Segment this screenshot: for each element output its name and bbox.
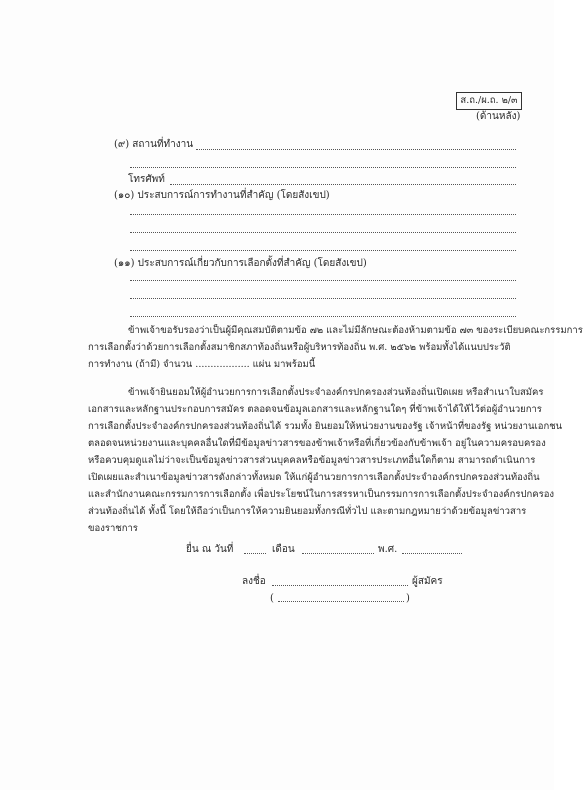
month-line[interactable] [302,553,374,554]
certification-line: การทำงาน (ถ้ามี) จำนวน .................. แผ่น มาพร้อมนี้ [88,359,316,370]
consent-line: เปิดเผยและสำเนาข้อมูลข่าวสารดังกล่าวทั้งหมด ให้แก่ผู้อำนวยการการเลือกตั้งประจำองค์กรปกครองส่วนท้องถิ่น [88,472,540,483]
certification-line: การเลือกตั้งว่าด้วยการเลือกตั้งสมาชิกสภาท้องถิ่นหรือผู้บริหารท้องถิ่น พ.ศ. ๒๕๖๒ พร้อมทั้งได้แนบประวัติ [88,342,511,353]
consent-line: หรือควบคุมดูแลไม่ว่าจะเป็นข้อมูลข่าวสารส่วนบุคคลหรือข้อมูลข่าวสารประเภทอื่นใดก็ตาม สามารถดำเนินการ [88,455,536,466]
printed-name-line[interactable] [278,601,404,602]
work-experience-label: (๑๐) ประสบการณ์การทำงานที่สำคัญ (โดยสังเขป) [114,190,330,201]
work-experience-line-2[interactable] [130,232,516,233]
signature-label: ลงชื่อ [242,576,266,587]
election-experience-line-1[interactable] [130,280,516,281]
consent-line: ของราชการ [88,523,138,534]
consent-line: ข้าพเจ้ายินยอมให้ผู้อำนวยการการเลือกตั้งประจำองค์กรปกครองส่วนท้องถิ่นเปิดเผย หรือสำเนาใบสมัคร [128,387,544,398]
submitted-date-label: ยื่น ณ วันที่ [186,544,234,555]
work-experience-line-1[interactable] [130,214,516,215]
consent-line: ตลอดจนหน่วยงานและบุคคลอื่นใดที่มีข้อมูลข่าวสารของข้าพเจ้าหรือที่เกี่ยวข้องกับข้าพเจ้า อยู่ในความครอบครอง [88,438,546,449]
signature-line[interactable] [272,585,408,586]
consent-line: การเลือกตั้งประจำองค์กรปกครองส่วนท้องถิ่นได้ รวมทั้ง ยินยอมให้หน่วยงานของรัฐ เจ้าหน้าที่ของรัฐ หน่วยงานเอกชน [88,421,563,432]
consent-paragraph [88,384,563,537]
work-experience-line-3[interactable] [130,250,516,251]
phone-label: โทรศัพท์ [128,174,165,185]
election-experience-label: (๑๑) ประสบการณ์เกี่ยวกับการเลือกตั้งที่สำคัญ (โดยสังเขป) [114,258,367,269]
workplace-line-1[interactable] [196,149,516,150]
certification-paragraph [88,322,583,373]
election-experience-line-2[interactable] [130,298,516,299]
consent-line: และสำนักงานคณะกรรมการการเลือกตั้ง เพื่อประโยชน์ในการสรรหาเป็นกรรมการการเลือกตั้งประจำองค์กรปกครอง [88,489,555,500]
year-label: พ.ศ. [378,544,398,555]
consent-line: ส่วนท้องถิ่นได้ ทั้งนี้ โดยให้ถือว่าเป็นการให้ความยินยอมทั้งกรณีทั่วไป และตามกฎหมายว่าด้วยข้อมูลข่าวสาร [88,506,527,517]
name-open-paren: ( [270,593,274,604]
workplace-label: (๙) สถานที่ทำงาน [114,139,194,150]
workplace-line-2[interactable] [130,167,516,168]
election-experience-line-3[interactable] [130,316,516,317]
certification-line: ข้าพเจ้าขอรับรองว่าเป็นผู้มีคุณสมบัติตามข้อ ๗๒ และไม่มีลักษณะต้องห้ามตามข้อ ๗๓ ของระเบียบคณะกรรมการ [128,325,583,336]
back-side-note: (ด้านหลัง) [476,111,521,122]
applicant-label: ผู้สมัคร [412,576,443,587]
phone-line[interactable] [170,184,516,185]
month-label: เดือน [272,544,295,555]
day-line[interactable] [244,553,266,554]
year-line[interactable] [402,553,462,554]
consent-line: เอกสารและหลักฐานประกอบการสมัคร ตลอดจนข้อมูลเอกสารและหลักฐานใดๆ ที่ข้าพเจ้าได้ให้ไว้ต่อผู้อำนวยการ [88,404,542,415]
form-code-box: ส.ถ./ผ.ถ. ๒/๓ [456,92,522,110]
name-close-paren: ) [406,593,410,604]
